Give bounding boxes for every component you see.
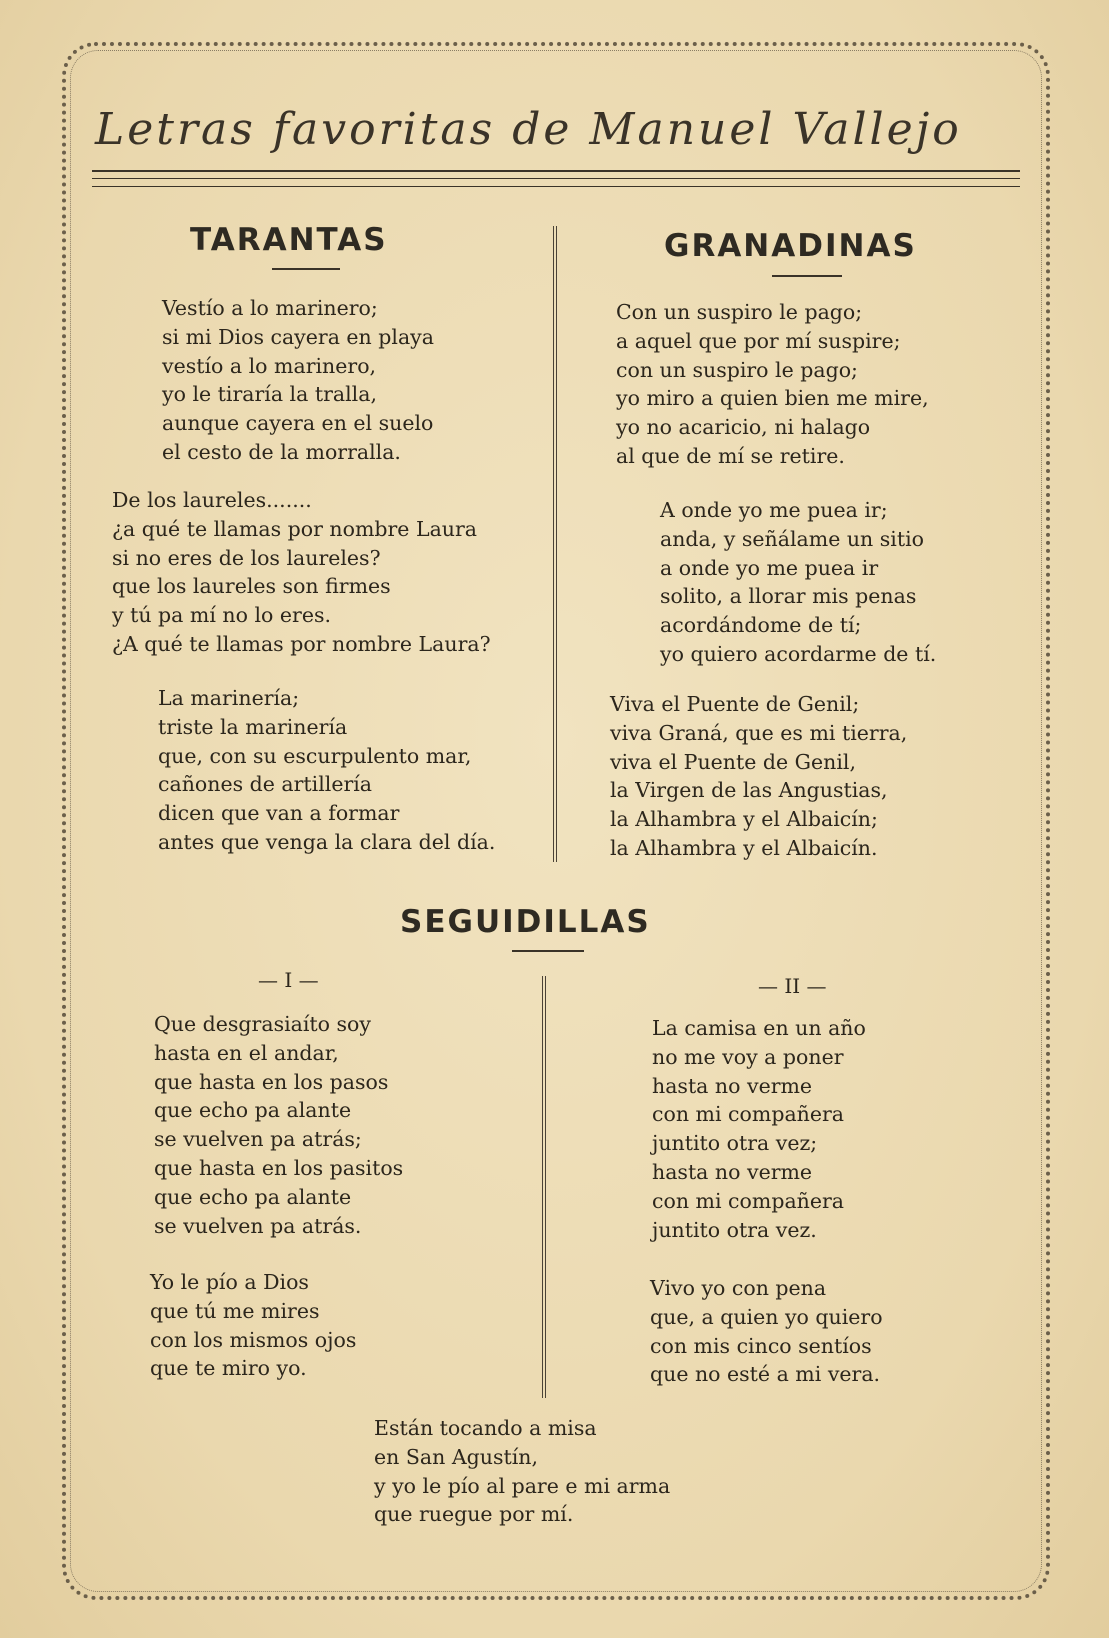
stanza-line: se vuelven pa atrás. bbox=[154, 1213, 362, 1238]
stanza-line: a aquel que por mí suspire; bbox=[616, 328, 901, 353]
stanza-line: la Alhambra y el Albaicín. bbox=[610, 835, 878, 860]
stanza-line: De los laureles....... bbox=[112, 488, 312, 512]
stanza-line: Vestío a lo marinero; bbox=[162, 296, 378, 320]
stanza-line: no me voy a poner bbox=[652, 1044, 844, 1069]
heading-seguidillas-underline bbox=[512, 950, 584, 952]
title-rule-bottom-2 bbox=[92, 186, 1020, 187]
seguidillas-part-2-stanza-2 bbox=[650, 1274, 883, 1389]
stanza-line: vestío a lo marinero, bbox=[162, 353, 377, 378]
stanza-line: Que desgrasiaíto soy bbox=[154, 1012, 371, 1036]
stanza-line: se vuelven pa atrás; bbox=[154, 1127, 362, 1152]
seguidillas-part-2-stanza-1 bbox=[652, 1014, 866, 1244]
stanza-line: yo no acaricio, ni halago bbox=[616, 415, 871, 440]
stanza-line: Yo le pío a Dios bbox=[150, 1270, 309, 1294]
stanza-line: que hasta en los pasitos bbox=[154, 1155, 404, 1180]
heading-tarantas: TARANTAS bbox=[190, 222, 388, 258]
stanza-line: la Alhambra y el Albaicín; bbox=[610, 807, 878, 832]
stanza-line: viva el Puente de Genil, bbox=[610, 749, 856, 774]
stanza-line: con mi compañera bbox=[652, 1102, 845, 1127]
stanza-line: que ruegue por mí. bbox=[374, 1502, 574, 1527]
tarantas-stanza-2 bbox=[112, 486, 491, 659]
heading-tarantas-underline bbox=[272, 268, 340, 270]
stanza-line: con mi compañera bbox=[652, 1188, 845, 1213]
stanza-line: hasta en el andar, bbox=[154, 1040, 339, 1065]
stanza-line: al que de mí se retire. bbox=[616, 443, 845, 468]
stanza-line: que echo pa alante bbox=[154, 1098, 352, 1123]
stanza-line: ¿A qué te llamas por nombre Laura? bbox=[112, 631, 491, 656]
stanza-line: que tú me mires bbox=[150, 1298, 320, 1323]
stanza-line: que, con su escurpulento mar, bbox=[158, 743, 472, 768]
seguidillas-closing-stanza bbox=[374, 1414, 670, 1529]
stanza-line: que te miro yo. bbox=[150, 1356, 307, 1381]
seguidillas-part-1-stanza-1 bbox=[154, 1010, 403, 1240]
stanza-line: solito, a llorar mis penas bbox=[660, 584, 917, 609]
seguidillas-part-2-label: — II — bbox=[758, 974, 827, 998]
seguidillas-part-1-label: — I — bbox=[258, 968, 319, 992]
stanza-line: y yo le pío al pare e mi arma bbox=[374, 1473, 671, 1498]
column-divider-bottom bbox=[542, 976, 546, 1398]
stanza-line: viva Graná, que es mi tierra, bbox=[610, 720, 908, 745]
granadinas-stanza-2 bbox=[660, 496, 936, 669]
stanza-line: la Virgen de las Angustias, bbox=[610, 778, 888, 803]
stanza-line: triste la marinería bbox=[158, 714, 348, 739]
heading-seguidillas: SEGUIDILLAS bbox=[400, 904, 651, 940]
stanza-line: acordándome de tí; bbox=[660, 613, 862, 638]
stanza-line: yo quiero acordarme de tí. bbox=[660, 641, 937, 666]
seguidillas-part-1-stanza-2 bbox=[150, 1268, 356, 1383]
stanza-line: hasta no verme bbox=[652, 1159, 813, 1184]
stanza-line: si mi Dios cayera en playa bbox=[162, 324, 434, 349]
heading-granadinas: GRANADINAS bbox=[664, 228, 917, 264]
stanza-line: juntito otra vez. bbox=[652, 1217, 817, 1242]
title-rule-bottom bbox=[92, 178, 1020, 179]
stanza-line: que, a quien yo quiero bbox=[650, 1304, 883, 1329]
heading-granadinas-underline bbox=[772, 275, 842, 277]
tarantas-stanza-1 bbox=[162, 294, 434, 467]
stanza-line: con los mismos ojos bbox=[150, 1327, 357, 1352]
stanza-line: que echo pa alante bbox=[154, 1184, 352, 1209]
title-rule-top bbox=[92, 170, 1020, 172]
stanza-line: que no esté a mi vera. bbox=[650, 1362, 881, 1387]
stanza-line: Vivo yo con pena bbox=[650, 1276, 827, 1300]
stanza-line: cañones de artillería bbox=[158, 772, 373, 797]
stanza-line: aunque cayera en el suelo bbox=[162, 411, 434, 436]
stanza-line: con un suspiro le pago; bbox=[616, 357, 858, 382]
stanza-line: con mis cinco sentíos bbox=[650, 1333, 872, 1358]
stanza-line: yo le tiraría la tralla, bbox=[162, 382, 377, 407]
stanza-line: antes que venga la clara del día. bbox=[158, 829, 496, 854]
stanza-line: A onde yo me puea ir; bbox=[660, 498, 888, 522]
granadinas-stanza-3 bbox=[610, 690, 907, 863]
stanza-line: Con un suspiro le pago; bbox=[616, 300, 863, 324]
column-divider-top bbox=[553, 226, 557, 862]
stanza-line: dicen que van a formar bbox=[158, 801, 400, 826]
stanza-line: que los laureles son firmes bbox=[112, 574, 391, 599]
stanza-line: anda, y señálame un sitio bbox=[660, 526, 924, 551]
stanza-line: el cesto de la morralla. bbox=[162, 439, 401, 464]
stanza-line: a onde yo me puea ir bbox=[660, 555, 879, 580]
stanza-line: que hasta en los pasos bbox=[154, 1069, 389, 1094]
stanza-line: ¿a qué te llamas por nombre Laura bbox=[112, 516, 478, 541]
stanza-line: juntito otra vez; bbox=[652, 1131, 818, 1156]
stanza-line: Viva el Puente de Genil; bbox=[610, 692, 860, 716]
stanza-line: hasta no verme bbox=[652, 1073, 813, 1098]
tarantas-stanza-3 bbox=[158, 684, 495, 857]
stanza-line: Están tocando a misa bbox=[374, 1416, 597, 1440]
granadinas-stanza-1 bbox=[616, 298, 929, 471]
stanza-line: La camisa en un año bbox=[652, 1016, 866, 1040]
stanza-line: La marinería; bbox=[158, 686, 300, 710]
stanza-line: y tú pa mí no lo eres. bbox=[112, 603, 332, 628]
stanza-line: en San Agustín, bbox=[374, 1444, 538, 1469]
page-title: Letras favoritas de Manuel Vallejo bbox=[95, 104, 962, 155]
stanza-line: yo miro a quien bien me mire, bbox=[616, 386, 929, 411]
stanza-line: si no eres de los laureles? bbox=[112, 545, 381, 570]
